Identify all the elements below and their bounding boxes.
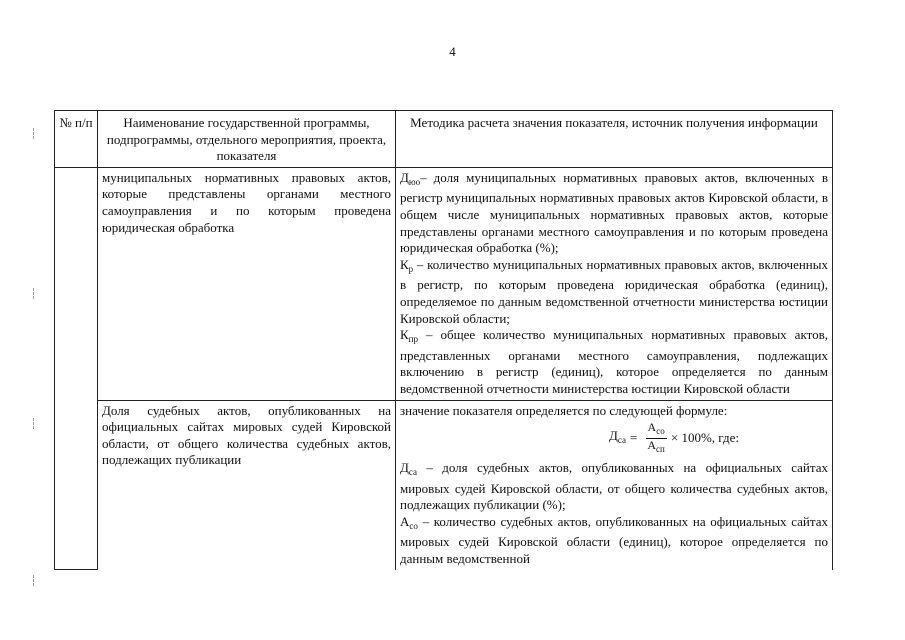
table-header-row	[55, 111, 833, 168]
method-cell	[396, 167, 833, 400]
margin-mark	[33, 288, 37, 299]
definition-dsa: $Д_{са}$ – доля судебных актов, опубликованных на официальных сайтах мировых судей Кировской области, от общего количества судебных актов, подлежащих публикации (%);	[400, 460, 828, 513]
formula-numerator: $А_{со}$	[646, 421, 667, 439]
method-cell	[396, 400, 833, 570]
row-number-cell	[55, 167, 98, 569]
definition-aso: $А_{со}$ – количество судебных актов, опубликованных на официальных сайтах мировых судей Кировской области (единиц), которое определяется по данным ведомственной	[400, 513, 828, 567]
formula	[400, 421, 828, 456]
definition-d-uo: $Д_{юо}-$ доля муниципальных нормативных правовых актов, включенных в регистр муниципальных нормативных правовых актов Кировской области, в общем числе муниципальных нормативных правовых актов, которые представлены органами местного самоуправления и по которым проведена юридическая обработка (%);	[400, 169, 828, 256]
margin-mark	[33, 418, 37, 429]
formula-lhs: $Д_{са}$	[609, 428, 627, 446]
definition-kpr: $К_{пр}$ – общее количество муниципальных нормативных правовых актов, представленных органами местного самоуправления, подлежащих включению в регистр (единиц), которое определяется по данным ведомственной отчетности министерства юстиции Кировской области	[400, 327, 828, 396]
table-row	[55, 400, 833, 570]
formula-fraction	[645, 421, 666, 456]
table-row	[55, 167, 833, 400]
indicator-table	[54, 110, 833, 570]
indicator-name: Доля судебных актов, опубликованных на официальных сайтах мировых судей Кировской области, от общего количества судебных актов, подлежащих публикации	[98, 400, 396, 570]
definition-kp: $К_р$ – количество муниципальных нормативных правовых актов, включенных в регистр, по которым проведена юридическая обработка (единиц), определяемое по данным ведомственной отчетности министерства юстиции Кировской области;	[400, 256, 828, 326]
margin-mark	[33, 575, 37, 586]
page-number: 4	[449, 44, 456, 59]
header-method: Методика расчета значения показателя, источник получения информации	[396, 111, 833, 168]
header-number: № п/п	[55, 111, 98, 168]
indicator-name: муниципальных нормативных правовых актов, которые представлены органами местного самоуправления и по которым проведена юридическая обработка	[98, 167, 396, 400]
formula-tail: × 100%, где:	[670, 430, 739, 446]
formula-equals: =	[630, 430, 638, 446]
formula-denominator: $А_{сп}$	[647, 438, 665, 455]
header-name: Наименование государственной программы, подпрограммы, отдельного мероприятия, проекта, показателя	[98, 111, 396, 168]
margin-mark	[33, 128, 37, 139]
formula-intro: значение показателя определяется по следующей формуле:	[400, 402, 728, 418]
